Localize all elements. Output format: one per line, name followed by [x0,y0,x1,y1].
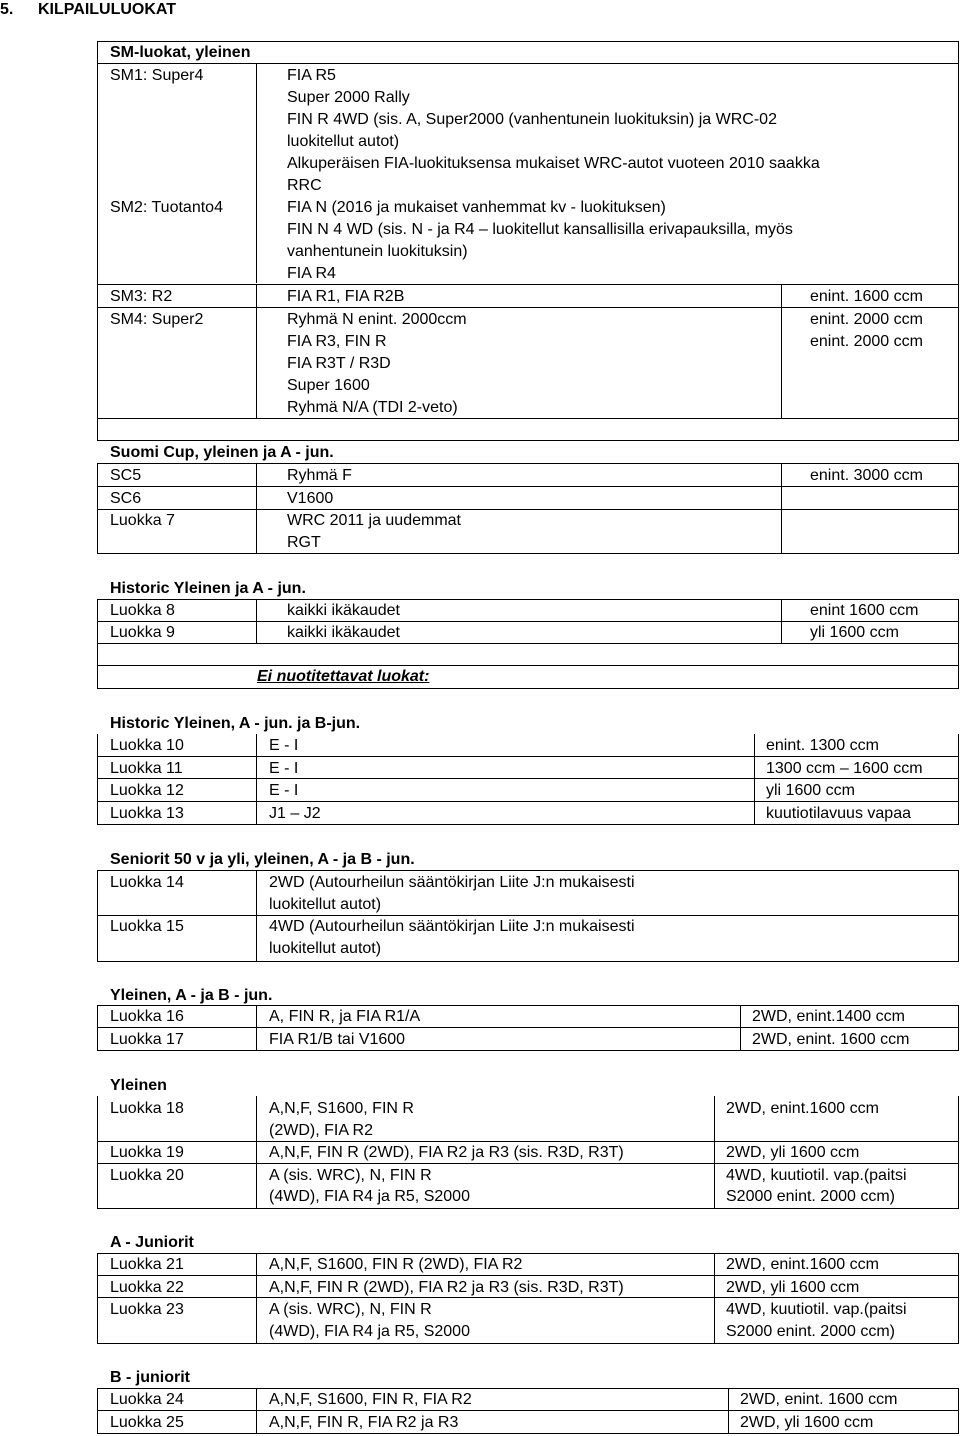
ajun-row-cars: A,N,F, FIN R (2WD), FIA R2 ja R3 (sis. R3D, R3T) [269,1279,624,1296]
table-rule [256,1253,257,1344]
table-rule [97,553,959,554]
cup-title: Suomi Cup, yleinen ja A - jun. [110,444,334,461]
table-rule [97,1005,959,1006]
yleinen-row-cars: (4WD), FIA R4 ja R5, S2000 [269,1188,470,1205]
sm2-line: FIA R4 [287,265,336,282]
sm1-line: luokitellut autot) [287,133,400,150]
table-rule [97,1433,959,1434]
table-rule [256,870,257,962]
ajun-row-label: Luokka 21 [110,1256,184,1273]
table-rule [97,1050,959,1051]
table-rule [97,63,959,64]
bjun-row-cars: A,N,F, S1600, FIN R, FIA R2 [269,1391,472,1408]
ajun-row-cars: A,N,F, S1600, FIN R (2WD), FIA R2 [269,1256,523,1273]
sm1-line: Alkuperäisen FIA-luokituksensa mukaiset WRC-autot vuoteen 2010 saakka [287,155,820,172]
historic-row-limit: enint 1600 ccm [810,602,919,619]
table-rule [97,688,959,689]
yleinen-row-limit: 2WD, enint.1600 ccm [726,1100,879,1117]
table-rule [97,307,959,308]
table-rule [714,1253,715,1344]
ajun-row-cars: A (sis. WRC), N, FIN R [269,1301,432,1318]
table-rule [97,599,98,689]
sm1-line: Super 2000 Rally [287,89,410,106]
yleinen-row-label: Luokka 20 [110,1167,184,1184]
table-rule [256,1096,257,1209]
cup-row-cars: Ryhmä F [287,467,352,484]
sm1-line: RRC [287,177,322,194]
table-rule [97,756,959,757]
hist2-row-label: Luokka 10 [110,737,184,754]
yleinen-ab-row-label: Luokka 17 [110,1031,184,1048]
table-rule [256,463,257,553]
bjun-row-limit: 2WD, yli 1600 ccm [740,1414,874,1431]
table-rule [97,1253,959,1254]
sm4-line: FIA R3T / R3D [287,355,391,372]
senior-row-label: Luokka 14 [110,874,184,891]
yleinen-ab-row-cars: FIA R1/B tai V1600 [269,1031,406,1048]
yleinen-ab-row-label: Luokka 16 [110,1008,184,1025]
section-title: KILPAILULUOKAT [38,1,177,18]
ajun-row-label: Luokka 22 [110,1279,184,1296]
historic-title: Historic Yleinen ja A - jun. [110,580,306,597]
table-rule [97,463,98,553]
yleinen-ab-row-limit: 2WD, enint.1400 ccm [752,1008,905,1025]
table-rule [97,870,959,871]
non-coef-heading: Ei nuotitettavat luokat: [257,668,430,685]
yleinen-ab-title: Yleinen, A - ja B - jun. [110,987,273,1004]
sm4-label: SM4: Super2 [110,311,204,328]
sm3-limit: enint. 1600 ccm [810,288,923,305]
table-rule [97,284,959,285]
yleinen-row-limit: S2000 enint. 2000 ccm) [726,1188,895,1205]
table-rule [714,1096,715,1209]
table-rule [97,1208,959,1209]
senior-row-label: Luokka 15 [110,918,184,935]
cup-row-cars: RGT [287,534,321,551]
senior-row-cars: luokitellut autot) [269,896,382,913]
table-rule [97,440,959,441]
senior-row-cars: 2WD (Autourheilun sääntökirjan Liite J:n mukaisesti [269,874,635,891]
yleinen-ab-row-cars: A, FIN R, ja FIA R1/A [269,1008,421,1025]
table-rule [97,1096,98,1209]
table-rule [97,870,98,962]
yleinen-row-limit: 4WD, kuutiotil. vap.(paitsi [726,1167,907,1184]
cup-row-label: SC5 [110,467,142,484]
table-rule [97,1297,959,1298]
yleinen-ab-row-limit: 2WD, enint. 1600 ccm [752,1031,910,1048]
table-rule [958,734,959,825]
hist2-row-cars: E - I [269,782,299,799]
hist2-row-label: Luokka 13 [110,805,184,822]
table-rule [97,418,959,419]
table-rule [97,961,959,962]
table-rule [97,1275,959,1276]
table-rule [97,801,959,802]
sm4-limit: enint. 2000 ccm [810,311,923,328]
yleinen-row-cars: A (sis. WRC), N, FIN R [269,1167,432,1184]
sm2-label: SM2: Tuotanto4 [110,199,223,216]
table-rule [754,734,755,825]
cup-row-label: Luokka 7 [110,512,175,529]
yleinen-title: Yleinen [110,1077,167,1094]
hist2-row-label: Luokka 12 [110,782,184,799]
section-number: 5. [0,1,14,18]
cup-row-label: SC6 [110,490,142,507]
hist2-row-limit: yli 1600 ccm [766,782,855,799]
table-rule [256,63,257,283]
table-rule [256,284,257,418]
sm3-cars: FIA R1, FIA R2B [287,288,405,305]
table-rule [97,1163,959,1164]
yleinen-row-label: Luokka 18 [110,1100,184,1117]
bjun-row-limit: 2WD, enint. 1600 ccm [740,1391,898,1408]
sm2-line: FIA N (2016 ja mukaiset vanhemmat kv - luokituksen) [287,199,666,216]
yleinen-row-label: Luokka 19 [110,1144,184,1161]
sm1-line: FIA R5 [287,67,336,84]
ajun-row-limit: 2WD, enint.1600 ccm [726,1256,879,1273]
cup-row-limit: enint. 3000 ccm [810,467,923,484]
table-rule [97,734,98,825]
hist2-row-label: Luokka 11 [110,760,183,777]
hist2-row-limit: 1300 ccm – 1600 ccm [766,760,923,777]
ajun-title: A - Juniorit [110,1234,194,1251]
historic-row-cars: kaikki ikäkaudet [287,602,400,619]
table-rule [97,665,959,666]
sm1-label: SM1: Super4 [110,67,204,84]
ajun-row-label: Luokka 23 [110,1301,184,1318]
table-rule [781,284,782,418]
sm2-line: vanhentunein luokituksin) [287,243,468,260]
table-rule [97,1343,959,1344]
cup-row-cars: WRC 2011 ja uudemmat [287,512,461,529]
table-rule [97,1027,959,1028]
table-rule [97,1005,98,1051]
ajun-row-limit: S2000 enint. 2000 ccm) [726,1323,895,1340]
historic-row-label: Luokka 9 [110,624,175,641]
bjun-row-label: Luokka 25 [110,1414,184,1431]
table-rule [97,778,959,779]
table-rule [781,463,782,553]
sm4-line: FIA R3, FIN R [287,333,387,350]
sm4-limit: enint. 2000 ccm [810,333,923,350]
sm3-label: SM3: R2 [110,288,173,305]
table-rule [728,1388,729,1434]
table-rule [97,1141,959,1142]
yleinen-row-cars: A,N,F, FIN R (2WD), FIA R2 ja R3 (sis. R3D, R3T) [269,1144,624,1161]
table-rule [97,463,959,464]
hist2-row-cars: J1 – J2 [269,805,321,822]
hist2-row-cars: E - I [269,737,299,754]
hist2-row-limit: kuutiotilavuus vapaa [766,805,911,822]
table-rule [958,1005,959,1051]
historic-row-label: Luokka 8 [110,602,175,619]
table-rule [97,41,98,441]
table-rule [97,1253,98,1344]
table-rule [958,599,959,689]
hist2-row-limit: enint. 1300 ccm [766,737,879,754]
senior-row-cars: luokitellut autot) [269,940,382,957]
table-rule [97,1388,959,1389]
sm-title: SM-luokat, yleinen [110,44,251,61]
bjun-row-label: Luokka 24 [110,1391,184,1408]
table-rule [740,1005,741,1051]
bjun-title: B - juniorit [110,1369,190,1386]
sm2-line: FIN N 4 WD (sis. N - ja R4 – luokitellut kansallisilla erivapauksilla, myös [287,221,793,238]
bjun-row-cars: A,N,F, FIN R, FIA R2 ja R3 [269,1414,459,1431]
sm4-line: Ryhmä N enint. 2000ccm [287,311,467,328]
table-rule [256,1388,257,1434]
table-rule [958,1096,959,1209]
yleinen-row-cars: (2WD), FIA R2 [269,1122,374,1139]
sm1-line: FIN R 4WD (sis. A, Super2000 (vanhentunein luokituksin) ja WRC-02 [287,111,777,128]
table-rule [97,643,959,644]
ajun-row-cars: (4WD), FIA R4 ja R5, S2000 [269,1323,470,1340]
hist2-row-cars: E - I [269,760,299,777]
hist2-title: Historic Yleinen, A - jun. ja B-jun. [110,715,361,732]
table-rule [958,1253,959,1344]
historic-row-limit: yli 1600 ccm [810,624,899,641]
yleinen-row-limit: 2WD, yli 1600 ccm [726,1144,860,1161]
historic-row-cars: kaikki ikäkaudet [287,624,400,641]
table-rule [97,509,959,510]
sm4-line: Super 1600 [287,377,370,394]
table-rule [97,1388,98,1434]
table-rule [958,41,959,441]
yleinen-row-cars: A,N,F, S1600, FIN R [269,1100,414,1117]
ajun-row-limit: 2WD, yli 1600 ccm [726,1279,860,1296]
table-rule [97,824,959,825]
table-rule [256,734,257,825]
cup-row-cars: V1600 [287,490,334,507]
senior-row-cars: 4WD (Autourheilun sääntökirjan Liite J:n mukaisesti [269,918,635,935]
table-rule [958,1388,959,1434]
table-rule [256,1005,257,1051]
table-rule [958,870,959,962]
ajun-row-limit: 4WD, kuutiotil. vap.(paitsi [726,1301,907,1318]
table-rule [97,1410,959,1411]
senior-title: Seniorit 50 v ja yli, yleinen, A - ja B - jun. [110,851,415,868]
table-rule [97,486,959,487]
sm4-line: Ryhmä N/A (TDI 2-veto) [287,399,458,416]
table-rule [958,463,959,553]
